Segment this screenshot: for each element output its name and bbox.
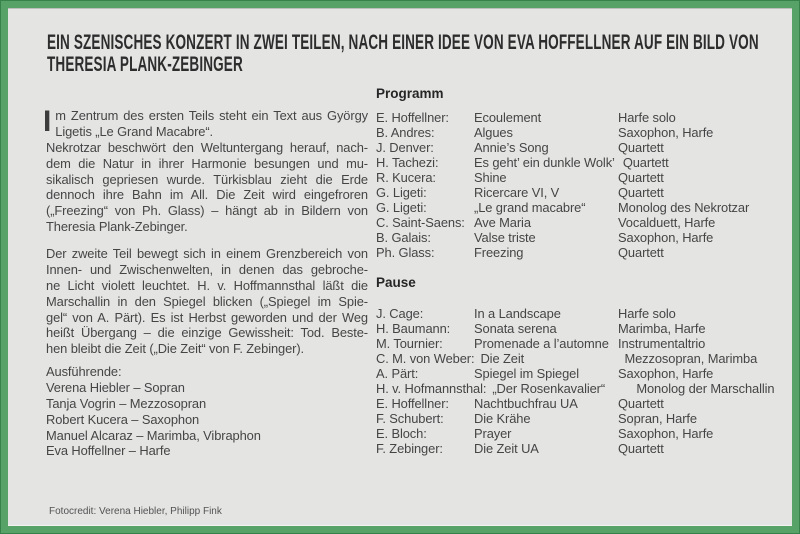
piece-cell: In a Landscape (474, 306, 561, 321)
composer-cell: G. Ligeti: (376, 185, 427, 200)
program-row (376, 155, 788, 170)
ensemble-cell: Monolog des Nekrotzar (618, 200, 750, 215)
piece-cell: „Le grand macabre“ (474, 200, 586, 215)
ensemble-cell: Quartett (618, 170, 664, 185)
program-row (376, 185, 788, 200)
performer-line: Robert Kucera – Saxophon (46, 411, 200, 427)
text-line: Nekrotzar beschwört den Weltuntergang herauf, nach- (46, 139, 368, 155)
text-line: Innen- und Zwischenwelten, in denen das gebroche- (46, 261, 368, 277)
program-row (376, 200, 788, 215)
composer-cell: A. Pärt: (376, 366, 419, 381)
intro-paragraph-2 (46, 246, 368, 357)
performer-line: Verena Hiebler – Sopran (46, 379, 185, 395)
composer-cell: E. Hoffellner: (376, 110, 449, 125)
ensemble-cell: Harfe solo (618, 110, 676, 125)
program-row (376, 140, 788, 155)
intro-paragraph-1 (43, 105, 368, 235)
composer-cell: C. Saint-Saens: (376, 215, 465, 230)
piece-cell: Nachtbuchfrau UA (474, 396, 578, 411)
pause-heading: Pause (376, 275, 416, 290)
program-row (376, 110, 788, 125)
program-rows (376, 110, 788, 260)
footer-credit: Fotocredit: Verena Hiebler, Philipp Fink (49, 506, 222, 517)
ensemble-cell: Quartett (618, 245, 664, 260)
text-line: Marschallin in den Spiegel blicken („Spiegel im Spie- (46, 293, 368, 309)
composer-cell: E. Hoffellner: (376, 396, 449, 411)
composer-cell: E. Bloch: (376, 426, 427, 441)
pause-row (376, 336, 788, 351)
pause-row (376, 366, 788, 381)
pause-row (376, 411, 788, 426)
text-line: Theresia Plank-Zebinger. (46, 219, 188, 235)
program-row (376, 215, 788, 230)
ensemble-cell: Saxophon, Harfe (618, 426, 714, 441)
composer-cell: J. Cage: (376, 306, 424, 321)
page (8, 8, 792, 526)
program-row (376, 245, 788, 260)
ensemble-cell: Quartett (618, 441, 664, 456)
ensemble-cell: Saxophon, Harfe (618, 230, 714, 245)
piece-cell: Sonata serena (474, 321, 557, 336)
title-line-1: EIN SZENISCHES KONZERT IN ZWEI TEILEN, NACH EINER IDEE VON EVA HOFFELLNER AUF EIN BILD VON (47, 31, 759, 54)
pause-row (376, 321, 788, 336)
piece-cell: Die Zeit (480, 351, 525, 366)
performers-list (46, 364, 368, 459)
ensemble-cell: Harfe solo (618, 306, 676, 321)
performer-line: Eva Hoffellner – Harfe (46, 443, 171, 459)
text-line: ne Licht violett leuchtet. H. v. Hoffmannsthal läßt die (46, 277, 368, 293)
piece-cell: „Der Rosenkavalier“ (492, 381, 606, 396)
piece-cell: Prayer (474, 426, 512, 441)
text-line: („Freezing“ von Ph. Glass) – hängt ab in Bildern von (46, 203, 368, 219)
ensemble-cell: Monolog der Marschallin (636, 381, 775, 396)
text-line: dem die Natur in ihrer Harmonie besungen und mu- (46, 155, 368, 171)
pause-row (376, 351, 788, 366)
performers-heading: Ausführende: (46, 364, 122, 379)
piece-cell: Shine (474, 170, 507, 185)
program-row (376, 125, 788, 140)
piece-cell: Annie’s Song (474, 140, 549, 155)
pause-row (376, 441, 788, 456)
dropcap-letter: I (43, 105, 52, 138)
piece-cell: Freezing (474, 245, 524, 260)
text-line: heißt Übergang – die einzige Gewissheit: Tod. Beste- (46, 325, 368, 341)
piece-cell: Promenade a l’automne (474, 336, 609, 351)
text-line: Der zweite Teil bewegt sich in einem Grenzbereich von (46, 246, 368, 261)
ensemble-cell: Instrumentaltrio (618, 336, 706, 351)
piece-cell: Ecoulement (474, 110, 542, 125)
composer-cell: J. Denver: (376, 140, 434, 155)
pause-rows (376, 306, 788, 456)
composer-cell: H. v. Hofmannsthal: (376, 381, 487, 396)
composer-cell: B. Galais: (376, 230, 431, 245)
ensemble-cell: Quartett (618, 185, 664, 200)
piece-cell: Ave Maria (474, 215, 531, 230)
text-line: gel“ von A. Pärt). Es ist Herbst geworden und der Weg (46, 309, 368, 325)
ensemble-cell: Marimba, Harfe (618, 321, 706, 336)
composer-cell: F. Zebinger: (376, 441, 443, 456)
composer-cell: M. Tournier: (376, 336, 443, 351)
text-line: Ligetis „Le Grand Macabre“. (55, 123, 214, 139)
ensemble-cell: Quartett (618, 396, 664, 411)
text-line: m Zentrum des ersten Teils steht ein Text aus György (55, 108, 368, 123)
composer-cell: H. Tachezi: (376, 155, 439, 170)
composer-cell: C. M. von Weber: (376, 351, 475, 366)
program-row (376, 230, 788, 245)
composer-cell: Ph. Glass: (376, 245, 435, 260)
piece-cell: Spiegel im Spiegel (474, 366, 579, 381)
title-line-2: THERESIA PLANK-ZEBINGER (47, 53, 243, 76)
composer-cell: B. Andres: (376, 125, 435, 140)
ensemble-cell: Sopran, Harfe (618, 411, 697, 426)
ensemble-cell: Quartett (622, 155, 669, 170)
pause-row (376, 381, 788, 396)
piece-cell: Ricercare VI, V (474, 185, 560, 200)
piece-cell: Algues (474, 125, 513, 140)
text-line: hen bleibt die Zeit („Die Zeit“ von F. Zebinger). (46, 341, 305, 357)
pause-row (376, 396, 788, 411)
program-row (376, 170, 788, 185)
piece-cell: Die Zeit UA (474, 441, 539, 456)
text-line: dennoch ihre Bahn im All. Die Zeit wird eingefroren (46, 187, 368, 203)
piece-cell: Die Krähe (474, 411, 531, 426)
ensemble-cell: Quartett (618, 140, 664, 155)
ensemble-cell: Saxophon, Harfe (618, 125, 714, 140)
ensemble-cell: Mezzosopran, Marimba (624, 351, 758, 366)
ensemble-cell: Vocalduett, Harfe (618, 215, 716, 230)
composer-cell: F. Schubert: (376, 411, 444, 426)
pause-row (376, 306, 788, 321)
piece-cell: Es geht’ ein dunkle Wolk’ (474, 155, 615, 170)
piece-cell: Valse triste (474, 230, 536, 245)
performer-line: Manuel Alcaraz – Marimba, Vibraphon (46, 427, 261, 443)
composer-cell: R. Kucera: (376, 170, 436, 185)
page-title (47, 32, 800, 76)
composer-cell: G. Ligeti: (376, 200, 427, 215)
program-heading: Programm (376, 86, 444, 101)
pause-row (376, 426, 788, 441)
performer-line: Tanja Vogrin – Mezzosopran (46, 395, 207, 411)
ensemble-cell: Saxophon, Harfe (618, 366, 714, 381)
composer-cell: H. Baumann: (376, 321, 451, 336)
text-line: sikalisch gepriesen wurde. Türkisblau zieht die Erde (46, 171, 368, 187)
